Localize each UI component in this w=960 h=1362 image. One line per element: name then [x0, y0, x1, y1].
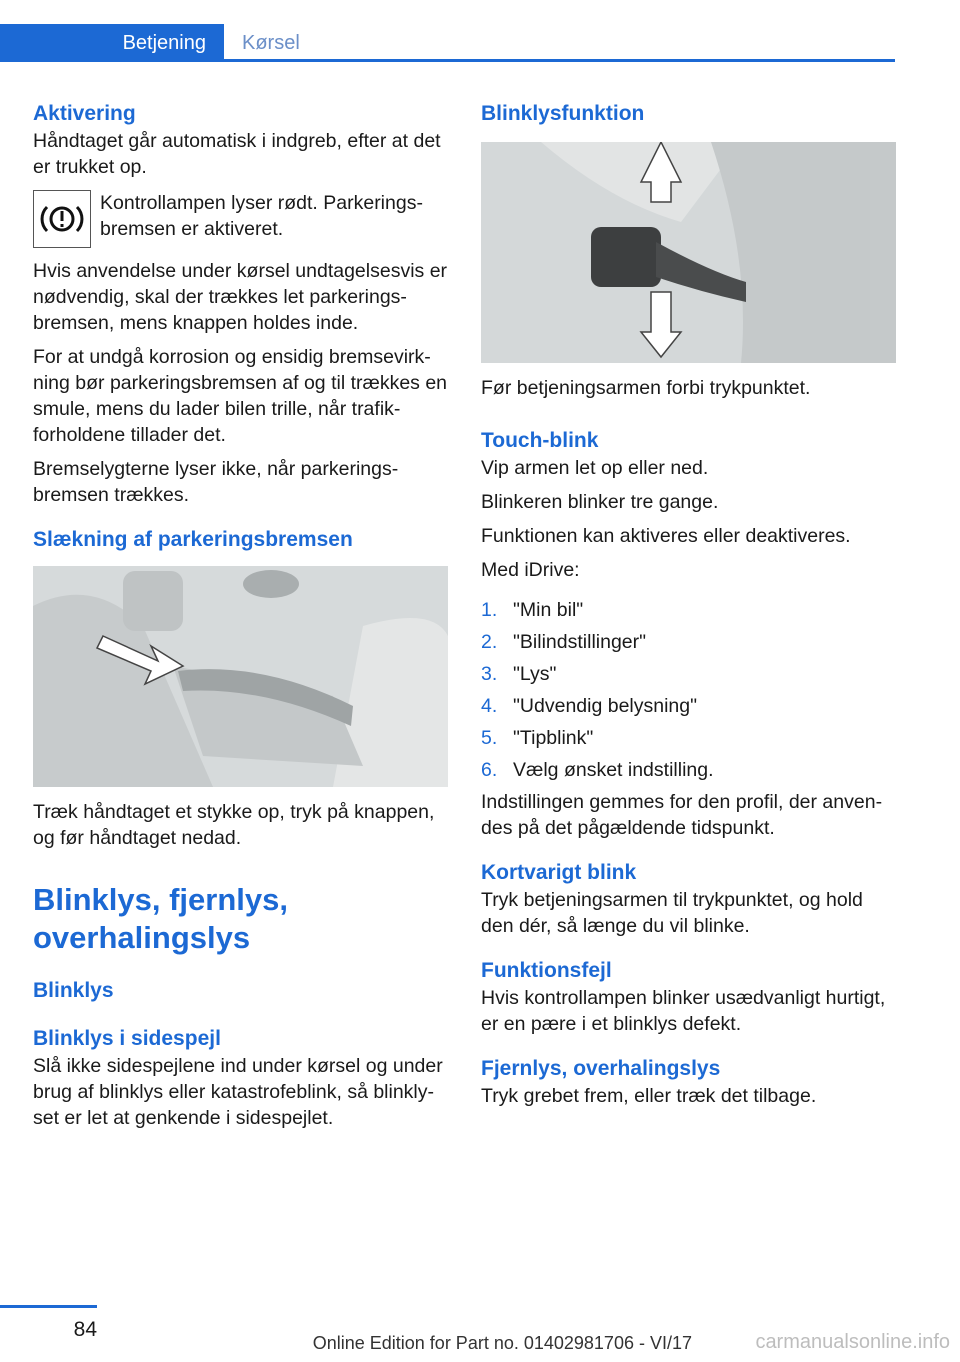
tab-betjening[interactable]: Betjening	[0, 24, 224, 62]
list-item: 4. "Udvendig belysning"	[481, 695, 698, 717]
text-funktion: Før betjeningsarmen forbi trykpunktet.	[481, 377, 811, 399]
heading-blinklysfunktion: Blinklysfunktion	[481, 102, 645, 125]
text-touch4: Med iDrive:	[481, 559, 580, 581]
left-column	[33, 100, 448, 1139]
text-kortvarigt: Tryk betjeningsarmen til trykpunktet, og hold den dér, så længe du vil blinke.	[481, 889, 863, 937]
tab-korsel[interactable]: Kørsel	[242, 32, 300, 54]
text-p3: Bremselygterne lyser ikke, når parkeringsbremsen trækkes.	[33, 458, 399, 506]
heading-slaekning: Slækning af parkeringsbremsen	[33, 528, 353, 551]
text-touch1: Vip armen let op eller ned.	[481, 457, 709, 479]
text-aktivering: Håndtaget går automatisk i indgreb, efter at det er trukket op.	[33, 130, 441, 178]
text-p2: For at undgå korrosion og ensidig bremsevirkning bør parkeringsbremsen af og til trækkes en smule, mens du lader bilen trille, når trafikforholdene tillader det.	[33, 346, 448, 446]
heading-blinklys: Blinklys	[33, 979, 114, 1002]
text-sidespejl: Slå ikke sidespejlene ind under kørsel og under brug af blinklys eller katastrofeblink, så blinklyset er let at genkende i sidespejlet.	[33, 1055, 443, 1129]
turn-signal-image	[481, 142, 896, 363]
warning-row	[33, 190, 448, 248]
list-item: 5. "Tipblink"	[481, 727, 594, 749]
text-p1: Hvis anvendelse under kørsel undtagelsesvis er nødvendig, skal der trækkes let parkeringsbremsen, mens knappen holdes inde.	[33, 260, 448, 334]
heading-fjernlys: Fjernlys, overhalingslys	[481, 1057, 721, 1080]
page-number: 84	[73, 1318, 97, 1341]
list-item: 6. Vælg ønsket indstilling.	[481, 759, 714, 781]
text-fjernlys: Tryk grebet frem, eller træk det tilbage.	[481, 1085, 817, 1107]
text-after-steps: Indstillingen gemmes for den profil, der anvendes på det pågældende tidspunkt.	[481, 791, 883, 839]
list-item: 3. "Lys"	[481, 663, 557, 685]
text-funktionsfejl: Hvis kontrollampen blinker usædvanligt hurtigt, er en pære i et blinklys defekt.	[481, 987, 886, 1035]
parking-brake-warning-icon	[33, 190, 91, 248]
edition-text: Online Edition for Part no. 01402981706 - VI/17	[312, 1333, 692, 1353]
list-item: 2. "Bilindstillinger"	[481, 631, 647, 653]
text-touch2: Blinkeren blinker tre gange.	[481, 491, 719, 513]
heading-kortvarigt: Kortvarigt blink	[481, 861, 637, 884]
handbrake-image	[33, 566, 448, 787]
text-slaekning: Træk håndtaget et stykke op, tryk på knappen, og før håndtaget nedad.	[33, 801, 435, 849]
heading-funktionsfejl: Funktionsfejl	[481, 959, 612, 982]
idrive-steps-list	[481, 597, 896, 783]
heading-aktivering: Aktivering	[33, 102, 136, 125]
list-item: 1. "Min bil"	[481, 599, 584, 621]
watermark: carmanualsonline.info	[755, 1331, 950, 1353]
heading-touch-blink: Touch-blink	[481, 429, 599, 452]
footer-line	[0, 1305, 97, 1308]
heading-blinklys-main: Blinklys, fjernlys, overhalingslys	[33, 882, 288, 955]
heading-sidespejl: Blinklys i sidespejl	[33, 1027, 221, 1050]
warning-text: Kontrollampen lyser rødt. Parkeringsbremsen er aktiveret.	[100, 192, 423, 240]
right-column	[481, 100, 896, 1117]
text-touch3: Funktionen kan aktiveres eller deaktiveres.	[481, 525, 851, 547]
